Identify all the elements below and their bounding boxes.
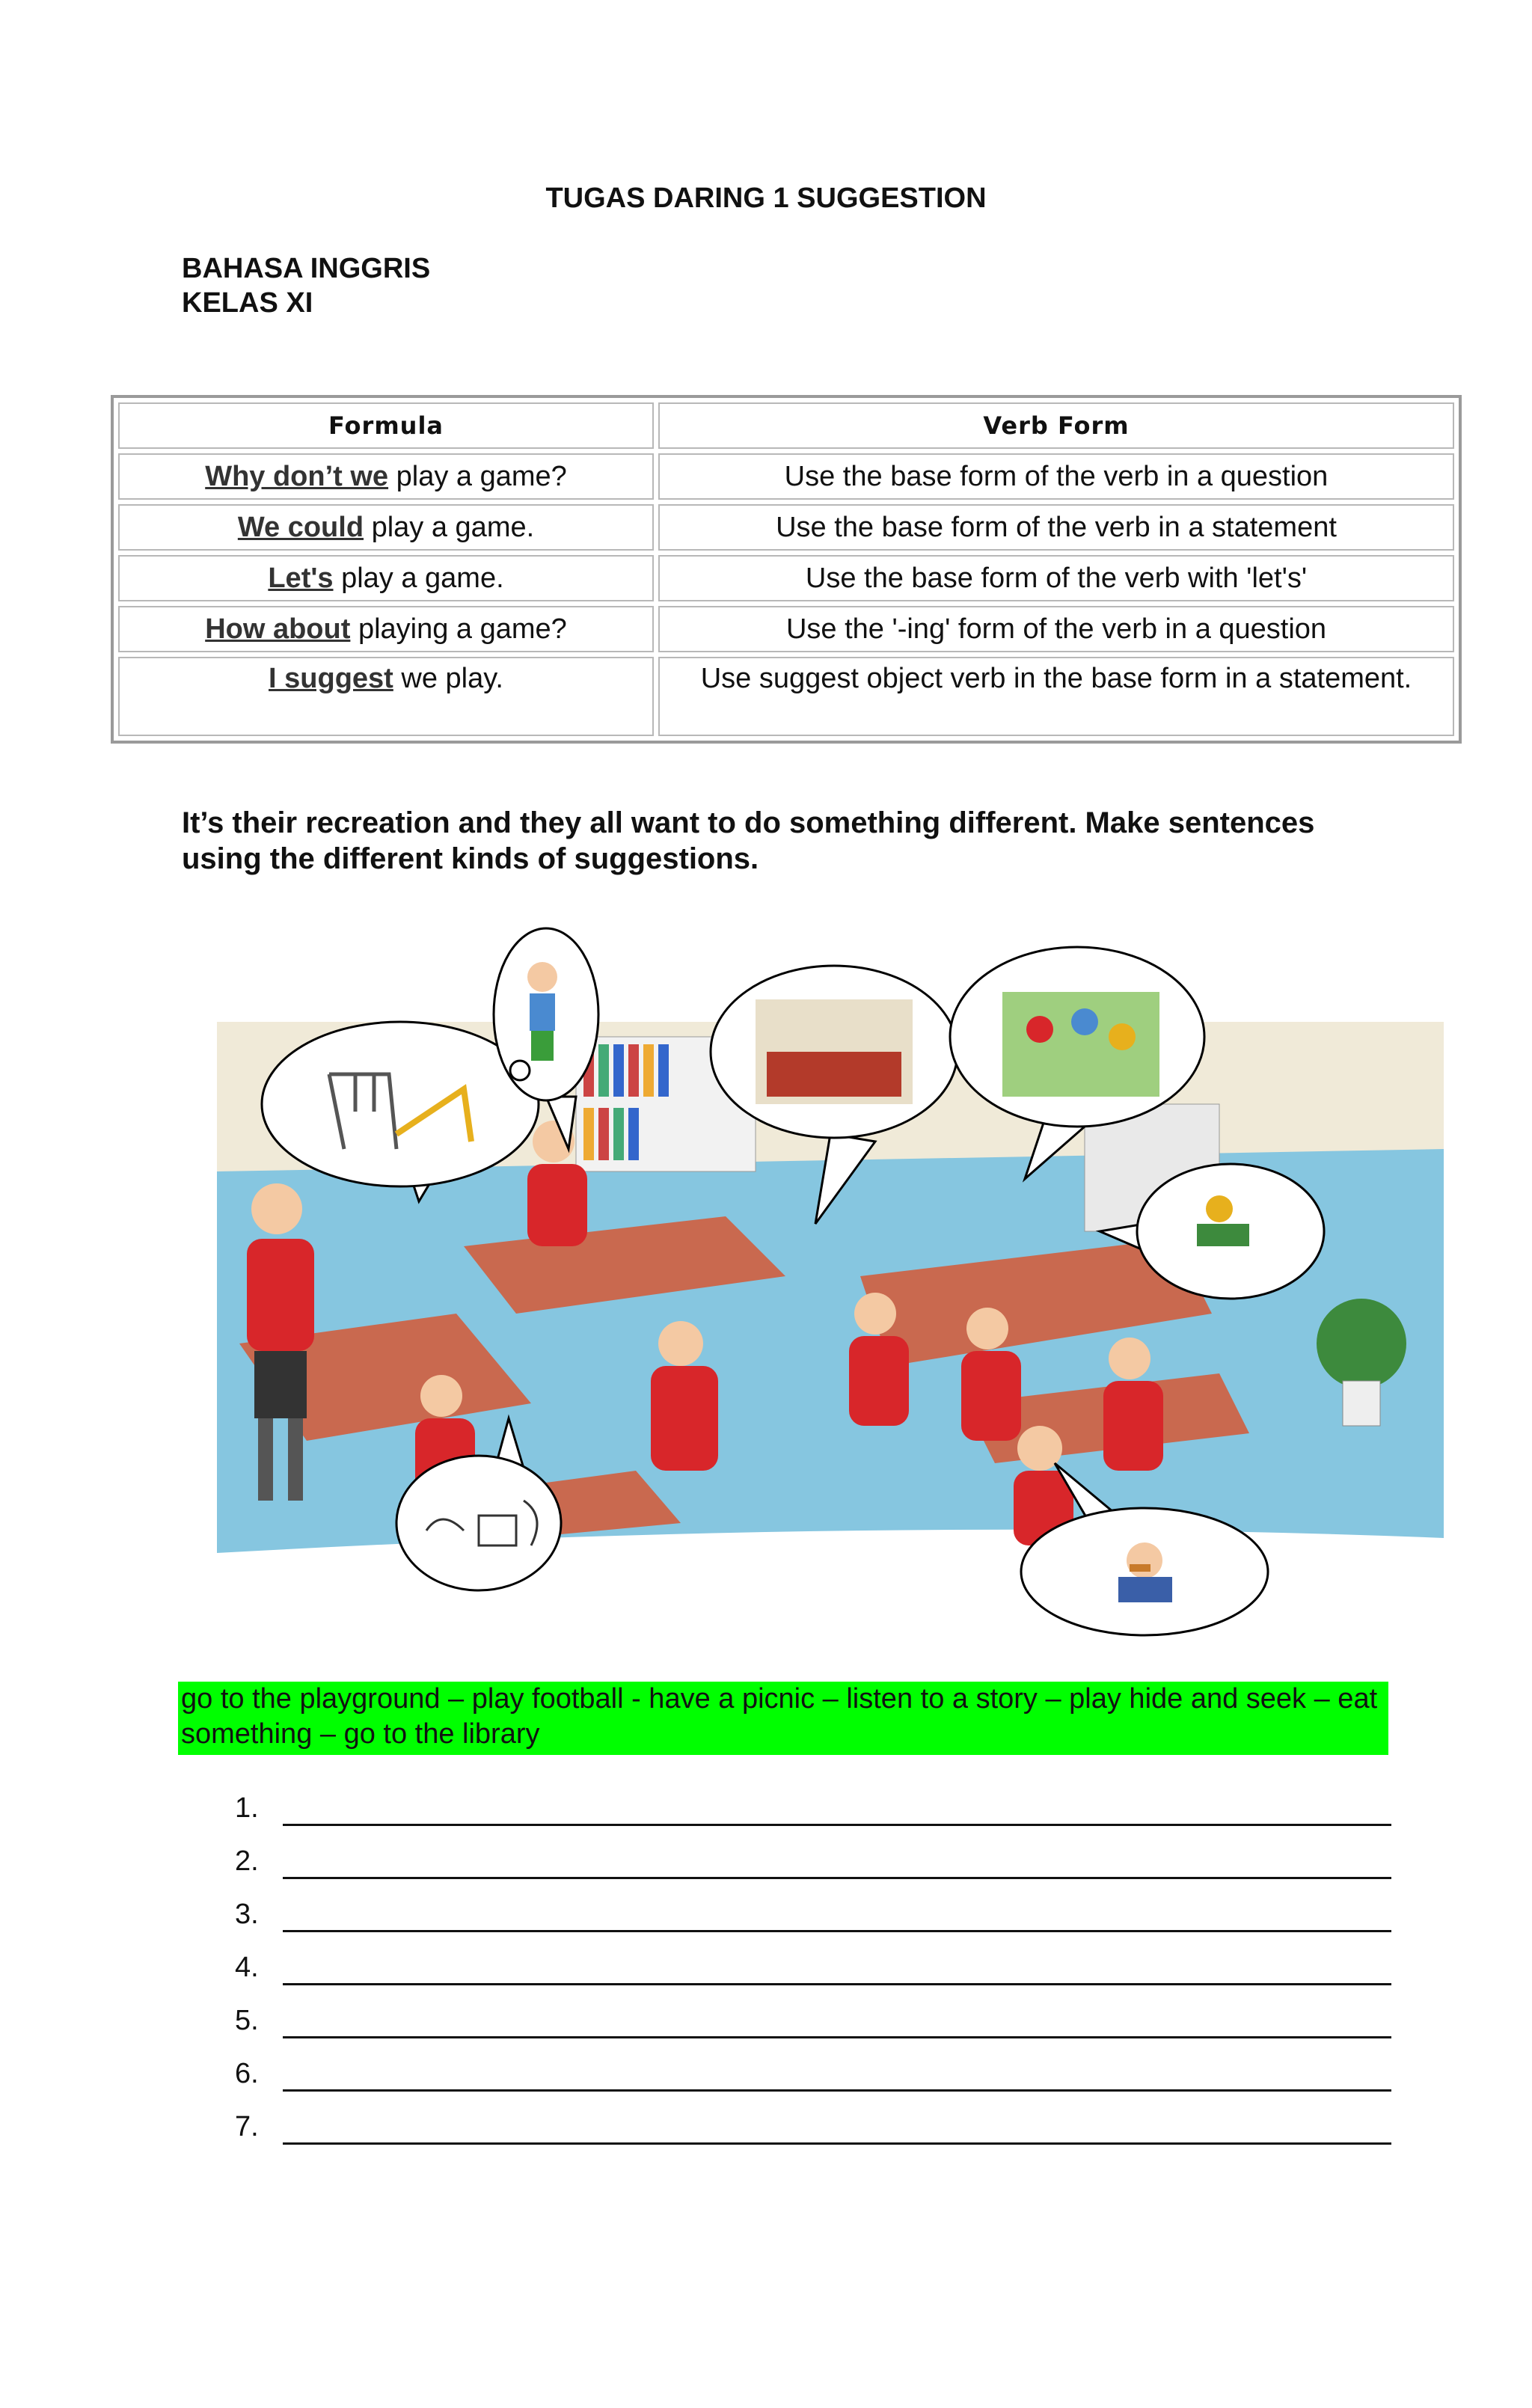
formula-keyword: Let's bbox=[268, 562, 334, 594]
table-row bbox=[118, 657, 1454, 736]
column-header-verb-form: Verb Form bbox=[658, 402, 1454, 449]
formula-cell bbox=[118, 453, 654, 500]
answer-number: 1. bbox=[235, 1792, 259, 1824]
verb-form-cell: Use the base form of the verb with 'let's' bbox=[658, 555, 1454, 601]
verb-form-cell: Use the base form of the verb in a statement bbox=[658, 504, 1454, 551]
formula-rest: playing a game? bbox=[350, 613, 567, 645]
answer-row bbox=[224, 1893, 1391, 1946]
formula-rest: play a game? bbox=[388, 460, 567, 492]
subject-header bbox=[182, 251, 430, 320]
formula-keyword: We could bbox=[237, 511, 364, 543]
classroom-illustration bbox=[217, 925, 1444, 1658]
table-row bbox=[118, 453, 1454, 500]
boy-icon bbox=[527, 962, 557, 992]
column-header-formula: Formula bbox=[118, 402, 654, 449]
formula-cell bbox=[118, 555, 654, 601]
answer-list bbox=[224, 1786, 1391, 2158]
formula-table bbox=[111, 395, 1462, 744]
class-name: KELAS XI bbox=[182, 287, 313, 319]
formula-rest: we play. bbox=[393, 663, 503, 694]
answer-row bbox=[224, 1786, 1391, 1839]
answer-number: 2. bbox=[235, 1845, 259, 1877]
formula-cell bbox=[118, 504, 654, 551]
subject-name: BAHASA INGGRIS bbox=[182, 253, 431, 284]
formula-cell bbox=[118, 657, 654, 736]
answer-row bbox=[224, 1946, 1391, 1999]
page-title: TUGAS DARING 1 SUGGESTION bbox=[545, 183, 987, 214]
answer-row bbox=[224, 1839, 1391, 1893]
formula-keyword: I suggest bbox=[269, 663, 393, 694]
answer-number: 7. bbox=[235, 2111, 259, 2142]
answer-line[interactable] bbox=[283, 1930, 1391, 1932]
instruction-text: It’s their recreation and they all want to do something different. Make sentences using the different kinds of suggestions. bbox=[182, 806, 1315, 875]
formula-rest: play a game. bbox=[364, 511, 535, 543]
answer-line[interactable] bbox=[283, 2089, 1391, 2092]
picnic-icon bbox=[1002, 992, 1159, 1097]
table-row bbox=[118, 504, 1454, 551]
formula-keyword: How about bbox=[205, 613, 351, 645]
table-header-row bbox=[118, 402, 1454, 449]
formula-rest: play a game. bbox=[333, 562, 504, 594]
table-row bbox=[118, 606, 1454, 652]
answer-row bbox=[224, 2105, 1391, 2158]
verb-form-cell: Use the '-ing' form of the verb in a question bbox=[658, 606, 1454, 652]
answer-number: 4. bbox=[235, 1952, 259, 1983]
answer-number: 3. bbox=[235, 1899, 259, 1930]
answer-line[interactable] bbox=[283, 1824, 1391, 1826]
word-bank: go to the playground – play football - have a picnic – listen to a story – play hide and seek – eat something – go to the library bbox=[178, 1682, 1388, 1755]
answer-line[interactable] bbox=[283, 2142, 1391, 2145]
answer-line[interactable] bbox=[283, 1877, 1391, 1879]
football-icon bbox=[510, 1061, 530, 1080]
table-row bbox=[118, 555, 1454, 601]
answer-number: 5. bbox=[235, 2005, 259, 2036]
story-icon bbox=[1206, 1195, 1233, 1222]
answer-line[interactable] bbox=[283, 1983, 1391, 1985]
answer-row bbox=[224, 2052, 1391, 2105]
verb-form-cell: Use suggest object verb in the base form in a statement. bbox=[658, 657, 1454, 736]
answer-line[interactable] bbox=[283, 2036, 1391, 2038]
answer-row bbox=[224, 1999, 1391, 2052]
answer-number: 6. bbox=[235, 2058, 259, 2089]
verb-form-cell: Use the base form of the verb in a question bbox=[658, 453, 1454, 500]
eating-boy-icon bbox=[1127, 1542, 1162, 1578]
formula-keyword: Why don’t we bbox=[205, 460, 389, 492]
formula-cell bbox=[118, 606, 654, 652]
